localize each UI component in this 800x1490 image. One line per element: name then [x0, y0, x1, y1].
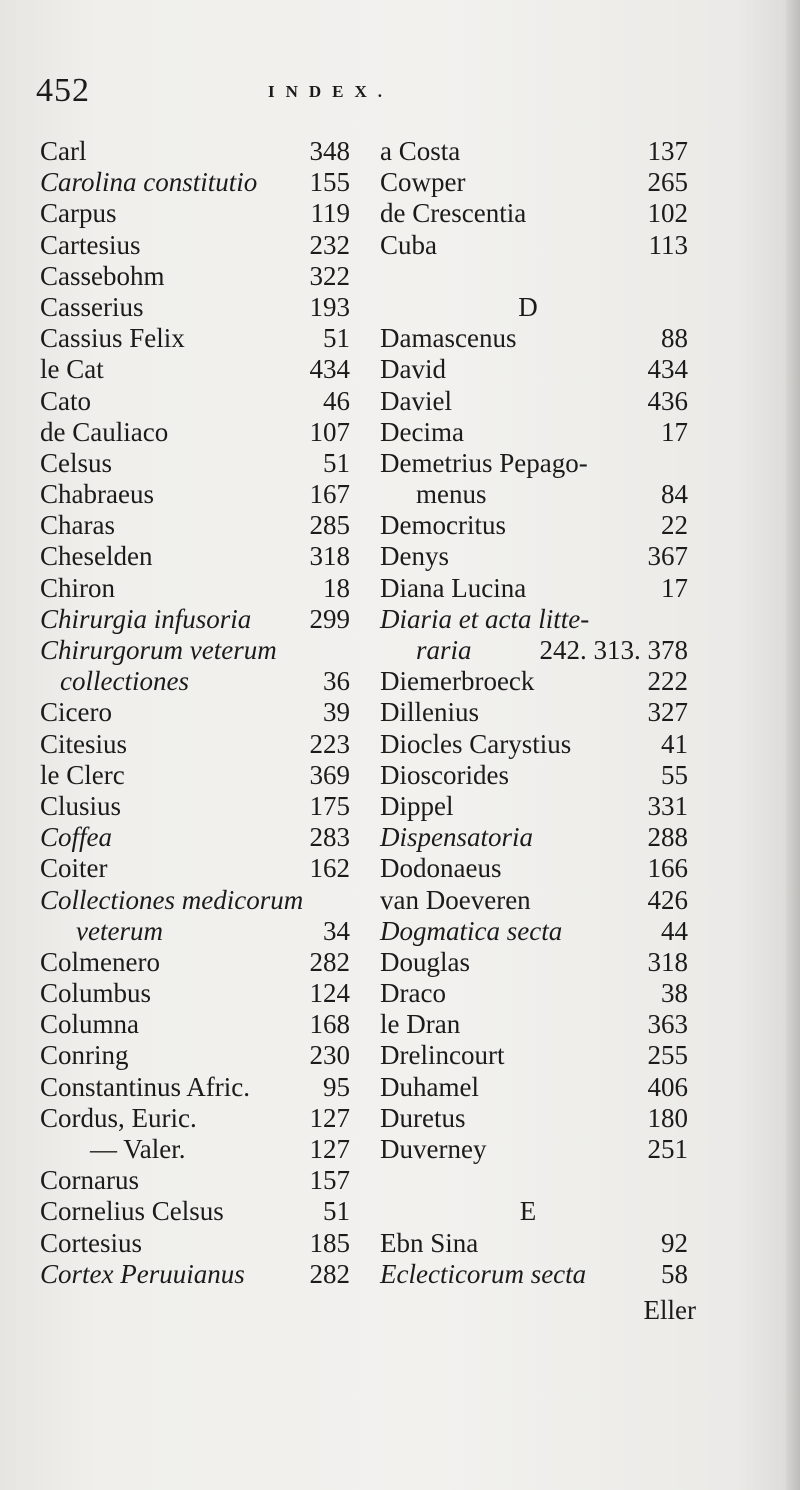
index-entry [40, 261, 350, 292]
index-entry [380, 635, 688, 666]
section-letter-heading [380, 292, 688, 323]
page-reference: 137 [647, 136, 688, 166]
index-entry [40, 1134, 350, 1165]
index-entry [380, 136, 688, 167]
index-term: Columna [40, 1009, 139, 1040]
page-reference: 222 [647, 666, 688, 697]
page-reference: 17 [661, 572, 688, 603]
index-entry [40, 1165, 350, 1196]
index-term: Cornarus [40, 1165, 139, 1196]
page-reference: 322 [309, 260, 350, 291]
page-reference: 265 [647, 167, 688, 198]
index-entry [40, 978, 350, 1009]
page-reference: 58 [661, 1258, 688, 1289]
page-reference: 282 [309, 946, 350, 977]
index-term: Dioscorides [380, 759, 509, 790]
index-term: Cortex Peruuianus [40, 1258, 245, 1289]
index-term: Douglas [380, 946, 470, 977]
page-reference: 127 [309, 1102, 350, 1133]
index-entry [40, 1009, 350, 1040]
index-term: Chabraeus [40, 479, 154, 510]
page-reference: 367 [647, 541, 688, 572]
index-term: Casserius [40, 291, 144, 322]
section-letter-heading [380, 1196, 688, 1227]
index-term: Drelincourt [380, 1040, 505, 1071]
index-entry [380, 1072, 688, 1103]
index-entry [40, 386, 350, 417]
index-entry [380, 916, 688, 947]
page-reference: 331 [647, 790, 688, 821]
page-reference: 51 [323, 447, 350, 478]
index-term: le Cat [40, 354, 104, 385]
page-reference: 41 [661, 728, 688, 759]
index-entry [380, 417, 688, 448]
page-reference: 283 [309, 822, 350, 853]
index-term: van Doeveren [380, 884, 531, 915]
index-term: Cassius Felix [40, 323, 185, 354]
page-reference: 17 [661, 416, 688, 447]
page-reference: 327 [647, 697, 688, 728]
page-reference: 175 [309, 790, 350, 821]
index-entry [40, 666, 350, 697]
catchword: Eller [643, 1295, 696, 1325]
page-reference: 46 [323, 385, 350, 416]
index-term: Cassebohm [40, 260, 165, 291]
index-term: Coffea [40, 822, 112, 853]
page-reference: 119 [310, 198, 350, 229]
index-term: Chirurgia infusoria [40, 603, 252, 634]
index-term: Charas [40, 510, 115, 541]
page-reference: 167 [309, 479, 350, 510]
index-entry [40, 1072, 350, 1103]
index-entry [40, 1259, 350, 1290]
index-entry [380, 853, 688, 884]
page-reference: 44 [661, 915, 688, 946]
page-reference: 232 [309, 229, 350, 260]
index-entry [40, 1103, 350, 1134]
index-term: Damascenus [380, 323, 517, 354]
running-title: INDEX. [268, 82, 394, 101]
index-entry [40, 604, 350, 635]
index-column-right [380, 136, 688, 1290]
index-term: Draco [380, 978, 446, 1009]
page-reference: 107 [309, 416, 350, 447]
index-term: Diemerbroeck [380, 666, 535, 697]
index-entry [380, 167, 688, 198]
page-reference: 180 [647, 1102, 688, 1133]
index-term: Cicero [40, 697, 112, 728]
index-entry [40, 853, 350, 884]
page-reference: 157 [309, 1165, 350, 1196]
index-entry [380, 604, 688, 635]
index-term: Citesius [40, 728, 128, 759]
page-reference: 285 [309, 510, 350, 541]
page-reference: 102 [647, 198, 688, 229]
index-term: Duhamel [380, 1071, 479, 1102]
page-reference: 251 [647, 1134, 688, 1164]
index-column-left [40, 136, 350, 1290]
index-entry [380, 885, 688, 916]
index-term: Demetrius Pepago- [380, 447, 588, 478]
index-entry [40, 167, 350, 198]
page-reference: 38 [661, 978, 688, 1009]
page-reference: 51 [323, 1196, 350, 1227]
index-term: de Crescentia [380, 198, 527, 229]
index-term: de Cauliaco [40, 416, 169, 447]
index-entry [380, 791, 688, 822]
index-term: Coiter [40, 853, 108, 884]
page-number: 452 [36, 72, 90, 109]
index-term: Chiron [40, 572, 116, 603]
index-entry [380, 479, 688, 510]
page-reference: 55 [661, 759, 688, 790]
index-entry [40, 136, 350, 167]
index-term: Cortesius [40, 1227, 143, 1258]
index-term: Diocles Carystius [380, 728, 572, 759]
page-reference: 363 [647, 1009, 688, 1040]
index-entry [380, 729, 688, 760]
index-term: Dogmatica secta [380, 915, 563, 946]
index-entry [40, 323, 350, 354]
index-term: Celsus [40, 447, 113, 478]
page-reference: 168 [309, 1009, 350, 1040]
index-term: Duretus [380, 1102, 466, 1133]
index-term: Carolina constitutio [40, 167, 258, 198]
index-entry [40, 541, 350, 572]
index-entry [40, 760, 350, 791]
page-reference: 426 [647, 884, 688, 915]
index-entry [40, 729, 350, 760]
page-reference: 348 [309, 136, 350, 166]
page-reference: 299 [309, 603, 350, 634]
index-term: Decima [380, 416, 464, 447]
index-term: Dispensatoria [380, 822, 534, 853]
index-entry [40, 1040, 350, 1071]
page-reference: 22 [661, 510, 688, 541]
index-entry [40, 697, 350, 728]
index-entry [380, 697, 688, 728]
page-header [36, 72, 456, 112]
index-entry [40, 292, 350, 323]
index-term: Carl [40, 136, 87, 166]
page-reference: 288 [647, 822, 688, 853]
index-term: Eclecticorum secta [380, 1258, 587, 1289]
index-entry [380, 448, 688, 479]
index-entry [40, 916, 350, 947]
index-term: Chirurgorum veterum [40, 635, 277, 665]
index-entry [40, 1228, 350, 1259]
page-reference: 242. 313. 378 [539, 635, 688, 665]
page-reference: 193 [309, 291, 350, 322]
index-term: Diana Lucina [380, 572, 527, 603]
section-letter: E [519, 1196, 537, 1227]
index-term: Cuba [380, 229, 437, 260]
index-term: Dippel [380, 790, 454, 821]
index-term: collectiones [60, 666, 189, 697]
page-reference: 185 [309, 1227, 350, 1258]
page-reference: 406 [647, 1071, 688, 1102]
index-entry [380, 1134, 688, 1165]
index-entry [40, 573, 350, 604]
index-term: Democritus [380, 510, 506, 541]
index-term: Clusius [40, 790, 122, 821]
index-entry [380, 541, 688, 572]
index-term: Cartesius [40, 229, 141, 260]
index-entry [380, 1103, 688, 1134]
index-term: Cowper [380, 167, 466, 198]
page-reference: 95 [323, 1071, 350, 1102]
index-entry [380, 1228, 688, 1259]
index-entry [380, 354, 688, 385]
index-term: Duverney [380, 1134, 487, 1164]
index-entry [40, 479, 350, 510]
index-term: Constantinus Afric. [40, 1071, 250, 1102]
page-reference: 51 [323, 323, 350, 354]
index-entry [380, 323, 688, 354]
page-reference: 434 [647, 354, 688, 385]
index-entry [380, 822, 688, 853]
page-reference: 18 [323, 572, 350, 603]
index-term: Dodonaeus [380, 853, 502, 884]
index-term: Cheselden [40, 541, 153, 572]
page-reference: 369 [309, 759, 350, 790]
index-entry [380, 573, 688, 604]
index-entry [40, 417, 350, 448]
page-reference: 113 [648, 229, 688, 260]
index-term: menus [416, 479, 487, 510]
index-term: Cornelius Celsus [40, 1196, 224, 1227]
index-entry [380, 1009, 688, 1040]
index-term: Cordus, Euric. [40, 1102, 197, 1133]
index-term: Conring [40, 1040, 129, 1071]
index-term: le Clerc [40, 759, 125, 790]
index-term: Collectiones medicorum [40, 884, 304, 915]
index-entry [380, 510, 688, 541]
page-reference: 124 [309, 978, 350, 1009]
index-entry [40, 822, 350, 853]
index-entry [380, 386, 688, 417]
index-entry [380, 947, 688, 978]
page-reference: 155 [309, 167, 350, 198]
index-term: Carpus [40, 198, 117, 229]
index-entry [40, 791, 350, 822]
index-term: veterum [76, 915, 163, 946]
page-reference: 255 [647, 1040, 688, 1071]
section-spacer [380, 1165, 688, 1196]
index-term: Columbus [40, 978, 152, 1009]
index-term: a Costa [380, 136, 461, 166]
index-entry [380, 760, 688, 791]
index-term: le Dran [380, 1009, 461, 1040]
section-spacer [380, 261, 688, 292]
page-reference: 434 [309, 354, 350, 385]
page-reference: 318 [647, 946, 688, 977]
index-term: — Valer. [90, 1134, 186, 1164]
index-term: Denys [380, 541, 449, 572]
index-term: Ebn Sina [380, 1227, 479, 1258]
index-entry [380, 1040, 688, 1071]
index-term: Daviel [380, 385, 452, 416]
page-reference: 282 [309, 1258, 350, 1289]
index-term: David [380, 354, 446, 385]
section-letter: D [518, 291, 538, 322]
index-term: Cato [40, 385, 91, 416]
page-reference: 436 [647, 385, 688, 416]
index-entry [40, 448, 350, 479]
index-entry [380, 198, 688, 229]
index-entry [40, 885, 350, 916]
page-edge-shadow [786, 0, 800, 1490]
index-entry [40, 230, 350, 261]
page-reference: 166 [647, 853, 688, 884]
page-reference: 230 [309, 1040, 350, 1071]
page-reference: 127 [309, 1134, 350, 1164]
index-entry [40, 354, 350, 385]
index-entry [380, 978, 688, 1009]
index-entry [40, 510, 350, 541]
page-reference: 223 [309, 728, 350, 759]
page-reference: 36 [323, 666, 350, 697]
index-term: raria [416, 635, 472, 665]
index-term: Diaria et acta litte- [380, 603, 590, 634]
index-entry [380, 666, 688, 697]
page-reference: 34 [323, 915, 350, 946]
index-entry [40, 198, 350, 229]
index-entry [380, 1259, 688, 1290]
index-entry [40, 1196, 350, 1227]
index-entry [380, 230, 688, 261]
index-term: Colmenero [40, 946, 160, 977]
index-entry [40, 947, 350, 978]
index-term: Dillenius [380, 697, 479, 728]
index-entry [40, 635, 350, 666]
page-reference: 92 [661, 1227, 688, 1258]
page-reference: 318 [309, 541, 350, 572]
page-reference: 39 [323, 697, 350, 728]
page-reference: 162 [309, 853, 350, 884]
page-reference: 84 [661, 479, 688, 510]
page-reference: 88 [661, 323, 688, 354]
